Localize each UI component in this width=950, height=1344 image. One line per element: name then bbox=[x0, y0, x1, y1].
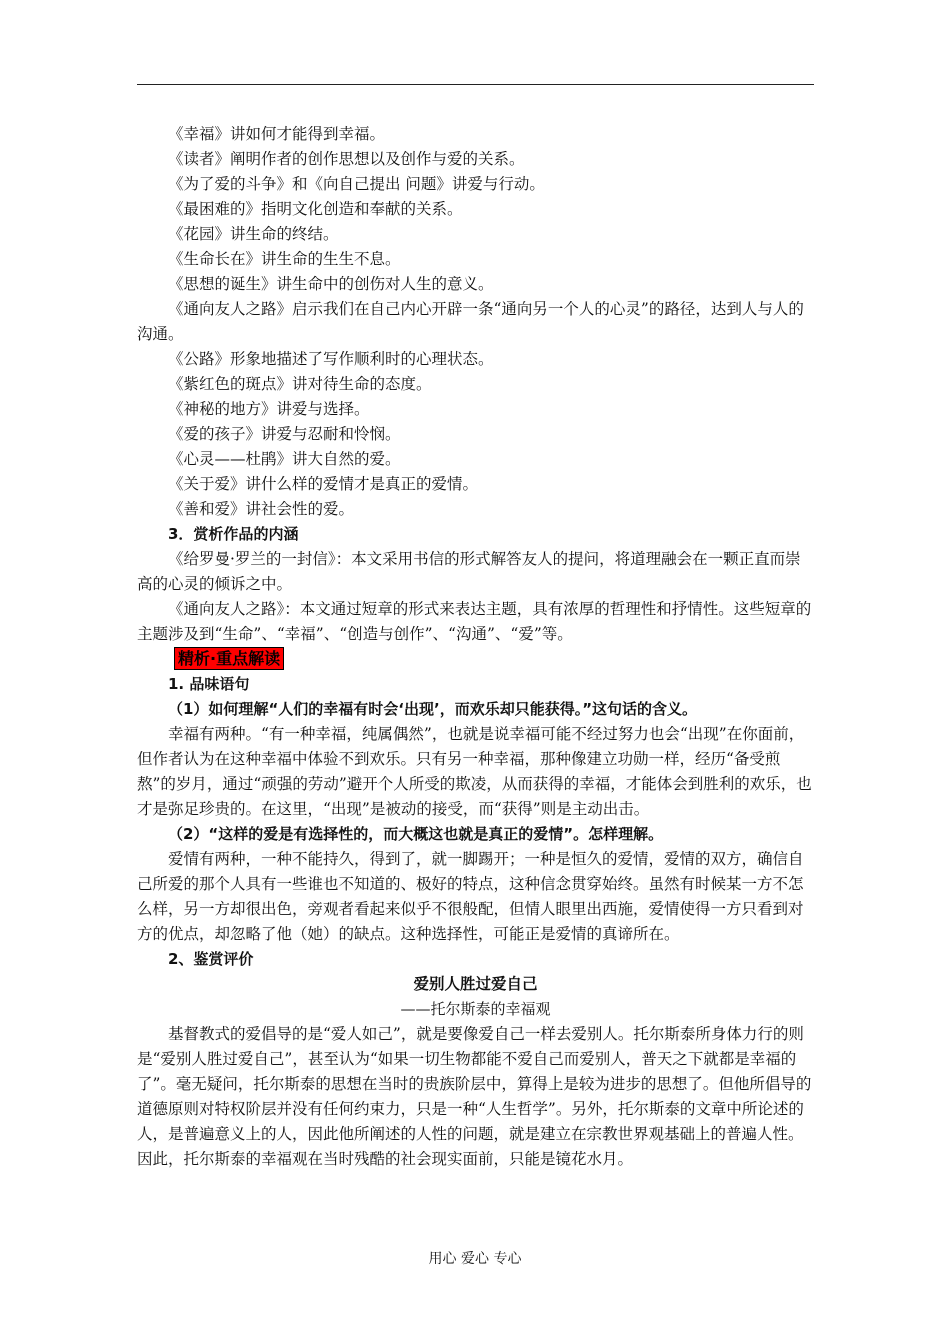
header-rule bbox=[137, 84, 814, 85]
document-body bbox=[137, 122, 814, 1172]
list-item: 《最困难的》指明文化创造和奉献的关系。 bbox=[168, 200, 463, 218]
section3-paragraph-1: 《给罗曼·罗兰的一封信》：本文采用书信的形式解答友人的提问，将道理融会在一颗正直而崇高的心灵的倾诉之中。 bbox=[137, 550, 801, 593]
list-item: 《关于爱》讲什么样的爱情才是真正的爱情。 bbox=[168, 475, 479, 493]
part2-heading: 2、鉴赏评价 bbox=[168, 950, 254, 968]
list-item: 《通向友人之路》启示我们在自己内心开辟一条“通向另一个人的心灵”的路径，达到人与人的沟通。 bbox=[137, 300, 804, 343]
list-item: 《爱的孩子》讲爱与忍耐和怜悯。 bbox=[168, 425, 401, 443]
list-item: 《幸福》讲如何才能得到幸福。 bbox=[168, 125, 386, 143]
answer-1: 幸福有两种。“有一种幸福，纯属偶然”，也就是说幸福可能不经过努力也会“出现”在你面前，但作者认为在这种幸福中体验不到欢乐。只有另一种幸福，那种像建立功勋一样，经历“备受煎熬”的岁月，通过“顽强的劳动”避开个人所受的欺凌，从而获得的幸福，才能体会到胜利的欢乐，也才是弥足珍贵的。在这里，“出现”是被动的接受，而“获得”则是主动出击。 bbox=[137, 725, 812, 818]
list-item: 《花园》讲生命的终结。 bbox=[168, 225, 339, 243]
essay-subtitle: ——托尔斯泰的幸福观 bbox=[400, 1000, 551, 1018]
highlight-tag-row bbox=[174, 647, 814, 672]
list-item: 《思想的诞生》讲生命中的创伤对人生的意义。 bbox=[168, 275, 494, 293]
list-item: 《公路》形象地描述了写作顺利时的心理状态。 bbox=[168, 350, 494, 368]
essay-body: 基督教式的爱倡导的是“爱人如己”，就是要像爱自己一样去爱别人。托尔斯泰所身体力行的则是“爱别人胜过爱自己”，甚至认为“如果一切生物都能不爱自己而爱别人，普天之下就都是幸福的了”。毫无疑问，托尔斯泰的思想在当时的贵族阶层中，算得上是较为进步的思想了。但他所倡导的道德原则对特权阶层并没有任何约束力，只是一种“人生哲学”。另外，托尔斯泰的文章中所论述的人，是普遍意义上的人，因此他所阐述的人性的问题，就是建立在宗教世界观基础上的普遍人性。因此，托尔斯泰的幸福观在当时残酷的社会现实面前，只能是镜花水月。 bbox=[137, 1025, 812, 1168]
question-1: （1）如何理解“人们的幸福有时会‘出现’，而欢乐却只能获得。”这句话的含义。 bbox=[168, 700, 698, 718]
list-item: 《神秘的地方》讲爱与选择。 bbox=[168, 400, 370, 418]
question-2: （2）“这样的爱是有选择性的，而大概这也就是真正的爱情”。怎样理解。 bbox=[168, 825, 664, 843]
essay-title: 爱别人胜过爱自己 bbox=[413, 975, 538, 993]
list-item: 《生命长在》讲生命的生生不息。 bbox=[168, 250, 401, 268]
answer-2: 爱情有两种，一种不能持久，得到了，就一脚踢开；一种是恒久的爱情，爱情的双方，确信自己所爱的那个人具有一些谁也不知道的、极好的特点，这种信念贯穿始终。虽然有时候某一方不怎么样，另一方却很出色，旁观者看起来似乎不很般配，但情人眼里出西施，爱情使得一方只看到对方的优点，却忽略了他（她）的缺点。这种选择性，可能正是爱情的真谛所在。 bbox=[137, 850, 804, 943]
list-item: 《为了爱的斗争》和《向自己提出 问题》讲爱与行动。 bbox=[168, 175, 545, 193]
section3-heading: 3．赏析作品的内涵 bbox=[168, 525, 299, 543]
list-item: 《紫红色的斑点》讲对待生命的态度。 bbox=[168, 375, 432, 393]
list-item: 《读者》阐明作者的创作思想以及创作与爱的关系。 bbox=[168, 150, 525, 168]
list-item: 《心灵——杜鹃》讲大自然的爱。 bbox=[168, 450, 401, 468]
page-footer: 用心 爱心 专心 bbox=[428, 1251, 522, 1267]
section3-paragraph-2: 《通向友人之路》：本文通过短章的形式来表达主题，具有浓厚的哲理性和抒情性。这些短章的主题涉及到“生命”、“幸福”、“创造与创作”、“沟通”、“爱”等。 bbox=[137, 600, 812, 643]
highlight-tag: 精析·重点解读 bbox=[174, 647, 284, 670]
list-item: 《善和爱》讲社会性的爱。 bbox=[168, 500, 355, 518]
part1-heading: 1. 品味语句 bbox=[168, 675, 250, 693]
